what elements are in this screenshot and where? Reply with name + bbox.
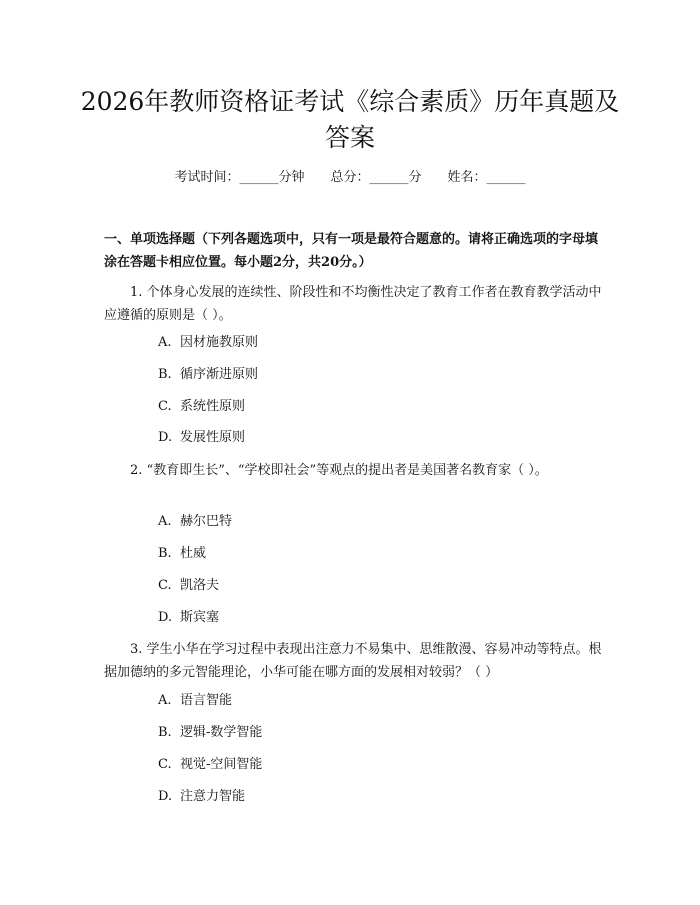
question-1 — [104, 281, 604, 327]
total-score-field: 总分：______分 — [330, 170, 422, 185]
option-text: 因材施教原则 — [180, 335, 259, 350]
option-letter: D. — [158, 789, 173, 804]
option-text: 注意力智能 — [180, 789, 246, 804]
question-text: 学生小华在学习过程中表现出注意力不易集中、思维散漫、容易冲动等特点。根据加德纳的多元智能理论，小华可能在哪方面的发展相对较弱？（ ） — [104, 642, 602, 680]
question-text: 个体身心发展的连续性、阶段性和不均衡性决定了教育工作者在教育教学活动中应遵循的原则是（ ）。 — [104, 285, 602, 323]
option-2-a — [158, 512, 232, 532]
question-2 — [104, 459, 604, 482]
option-text: 凯洛夫 — [180, 578, 220, 593]
option-text: 斯宾塞 — [180, 610, 220, 625]
option-letter: B. — [158, 725, 172, 740]
option-text: 逻辑-数学智能 — [180, 725, 263, 740]
option-1-d — [158, 428, 245, 448]
option-text: 杜威 — [180, 546, 207, 561]
option-3-a — [158, 691, 232, 711]
option-3-d — [158, 787, 245, 807]
option-letter: D. — [158, 610, 173, 625]
option-1-b — [158, 365, 258, 385]
option-letter: A. — [158, 514, 172, 529]
option-2-b — [158, 544, 206, 564]
option-2-d — [158, 608, 219, 628]
section-heading: 一、单项选择题（下列各题选项中，只有一项是最符合题意的。请将正确选项的字母填涂在答题卡相应位置。每小题2分，共20分。） — [104, 232, 599, 270]
option-letter: A. — [158, 693, 172, 708]
option-text: 视觉-空间智能 — [180, 757, 263, 772]
question-3 — [104, 638, 604, 684]
option-letter: C. — [158, 757, 172, 772]
option-2-c — [158, 576, 219, 596]
option-3-b — [158, 723, 262, 743]
option-text: 赫尔巴特 — [180, 514, 233, 529]
option-text: 语言智能 — [180, 693, 233, 708]
option-letter: C. — [158, 578, 172, 593]
page-title: 2026年教师资格证考试《综合素质》历年真题及答案 — [80, 87, 620, 152]
option-letter: B. — [158, 546, 172, 561]
option-letter: A. — [158, 335, 172, 350]
option-text: 发展性原则 — [180, 430, 246, 445]
option-1-c — [158, 397, 245, 417]
option-text: 循序渐进原则 — [180, 367, 259, 382]
exam-time-field: 考试时间：______分钟 — [174, 170, 305, 185]
question-number: 1. — [130, 285, 143, 300]
question-text: “教育即生长”、“学校即社会”等观点的提出者是美国著名教育家（ ）。 — [146, 463, 548, 478]
option-text: 系统性原则 — [180, 399, 246, 414]
option-letter: C. — [158, 399, 172, 414]
option-1-a — [158, 333, 258, 353]
option-letter: D. — [158, 430, 173, 445]
question-number: 2. — [130, 463, 143, 478]
student-name-field: 姓名：______ — [447, 170, 526, 185]
option-3-c — [158, 755, 262, 775]
question-number: 3. — [130, 642, 143, 657]
option-letter: B. — [158, 367, 172, 382]
exam-meta — [0, 168, 700, 188]
